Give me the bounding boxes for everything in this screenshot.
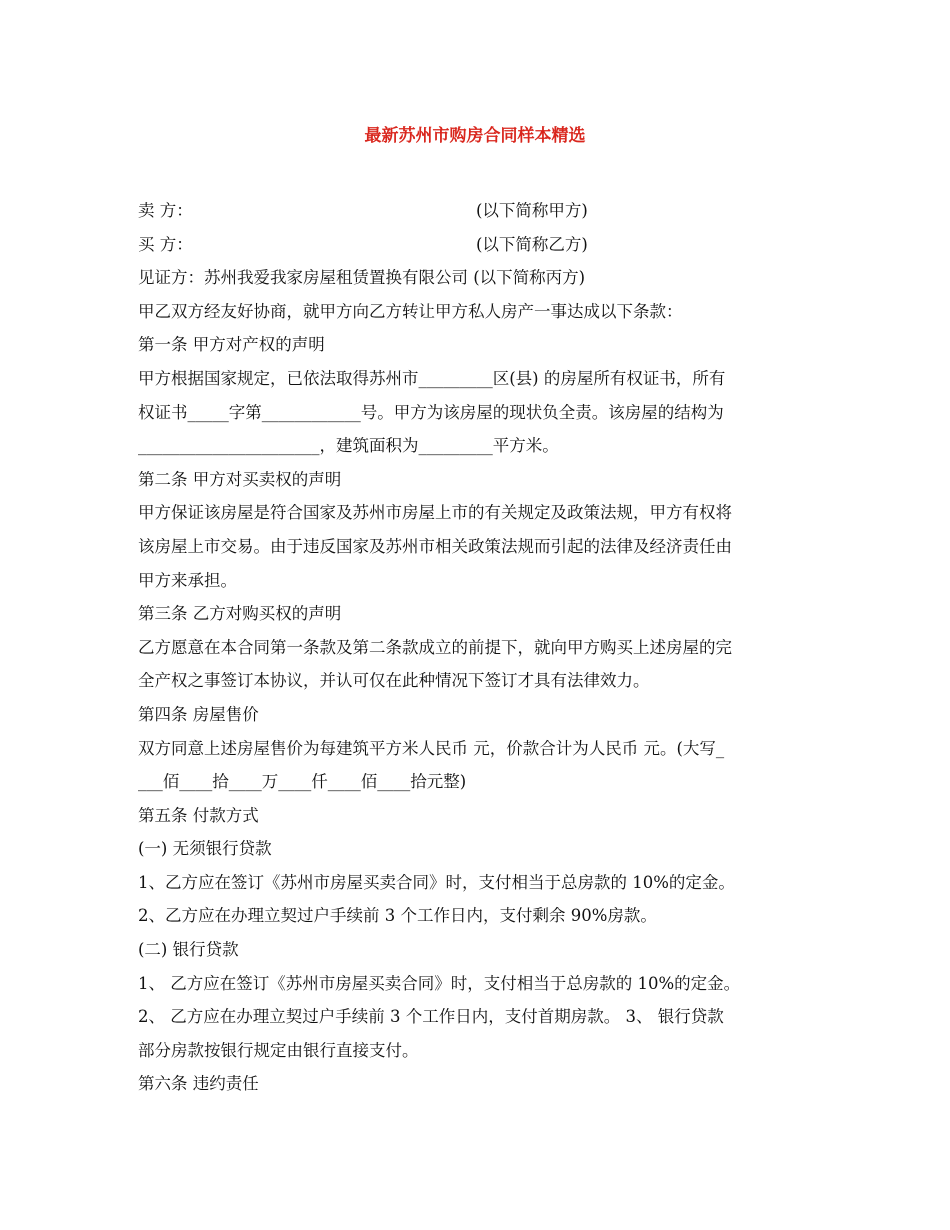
- article-1-heading: 第一条 甲方对产权的声明: [138, 335, 325, 355]
- document-body: [138, 194, 814, 1101]
- list-item: 1、 乙方应在签订《苏州市房屋买卖合同》时，支付相当于总房款的 10%的定金。: [138, 973, 741, 993]
- paragraph-line: 甲方保证该房屋是符合国家及苏州市房屋上市的有关规定及政策法规，甲方有权将: [138, 503, 732, 523]
- article-6-heading: 第六条 违约责任: [138, 1074, 259, 1094]
- paragraph-line: 该房屋上市交易。由于违反国家及苏州市相关政策法规而引起的法律及经济责任由: [138, 536, 732, 556]
- subsection-heading: (一) 无须银行贷款: [138, 839, 272, 859]
- seller-label: 卖 方：: [138, 201, 193, 220]
- paragraph-line: 权证书_____字第____________号。甲方为该房屋的现状负全责。该房屋的结构为: [138, 402, 724, 422]
- seller-note: (以下简称甲方): [476, 201, 588, 220]
- paragraph-line: 双方同意上述房屋售价为每建筑平方米人民币 元，价款合计为人民币 元。(大写_: [138, 738, 725, 758]
- paragraph-line: 部分房款按银行规定由银行直接支付。: [138, 1040, 419, 1060]
- article-2-heading: 第二条 甲方对买卖权的声明: [138, 469, 342, 489]
- paragraph-line: 全产权之事签订本协议，并认可仅在此种情况下签订才具有法律效力。: [138, 671, 650, 691]
- paragraph-line: ______________________，建筑面积为_________平方米。: [138, 436, 559, 456]
- paragraph-line: 乙方愿意在本合同第一条款及第二条款成立的前提下，就向甲方购买上述房屋的完: [138, 637, 732, 657]
- buyer-label: 买 方：: [138, 234, 193, 254]
- subsection-heading: (二) 银行贷款: [138, 940, 239, 960]
- article-5-heading: 第五条 付款方式: [138, 805, 259, 825]
- seller-row: [138, 194, 814, 228]
- buyer-row: [138, 228, 814, 262]
- list-item: 2、 乙方应在办理立契过户手续前 3 个工作日内，支付首期房款。 3、 银行贷款: [138, 1007, 724, 1027]
- paragraph-line: 甲方来承担。: [138, 570, 237, 590]
- paragraph-line: 甲方根据国家规定，已依法取得苏州市_________区(县) 的房屋所有权证书，所有: [138, 368, 726, 388]
- list-item: 1、乙方应在签订《苏州市房屋买卖合同》时，支付相当于总房款的 10%的定金。: [138, 872, 735, 892]
- preamble-line: 甲乙双方经友好协商，就甲方向乙方转让甲方私人房产一事达成以下条款：: [138, 301, 683, 321]
- article-4-heading: 第四条 房屋售价: [138, 704, 259, 724]
- article-3-heading: 第三条 乙方对购买权的声明: [138, 604, 342, 624]
- document-title: 最新苏州市购房合同样本精选: [364, 126, 586, 146]
- paragraph-line: ___佰____拾____万____仟____佰____拾元整): [138, 772, 467, 792]
- buyer-note: (以下简称乙方): [476, 234, 588, 254]
- witness-line: 见证方：苏州我爱我家房屋租赁置换有限公司 (以下简称丙方): [138, 268, 586, 288]
- list-item: 2、乙方应在办理立契过户手续前 3 个工作日内，支付剩余 90%房款。: [138, 906, 657, 926]
